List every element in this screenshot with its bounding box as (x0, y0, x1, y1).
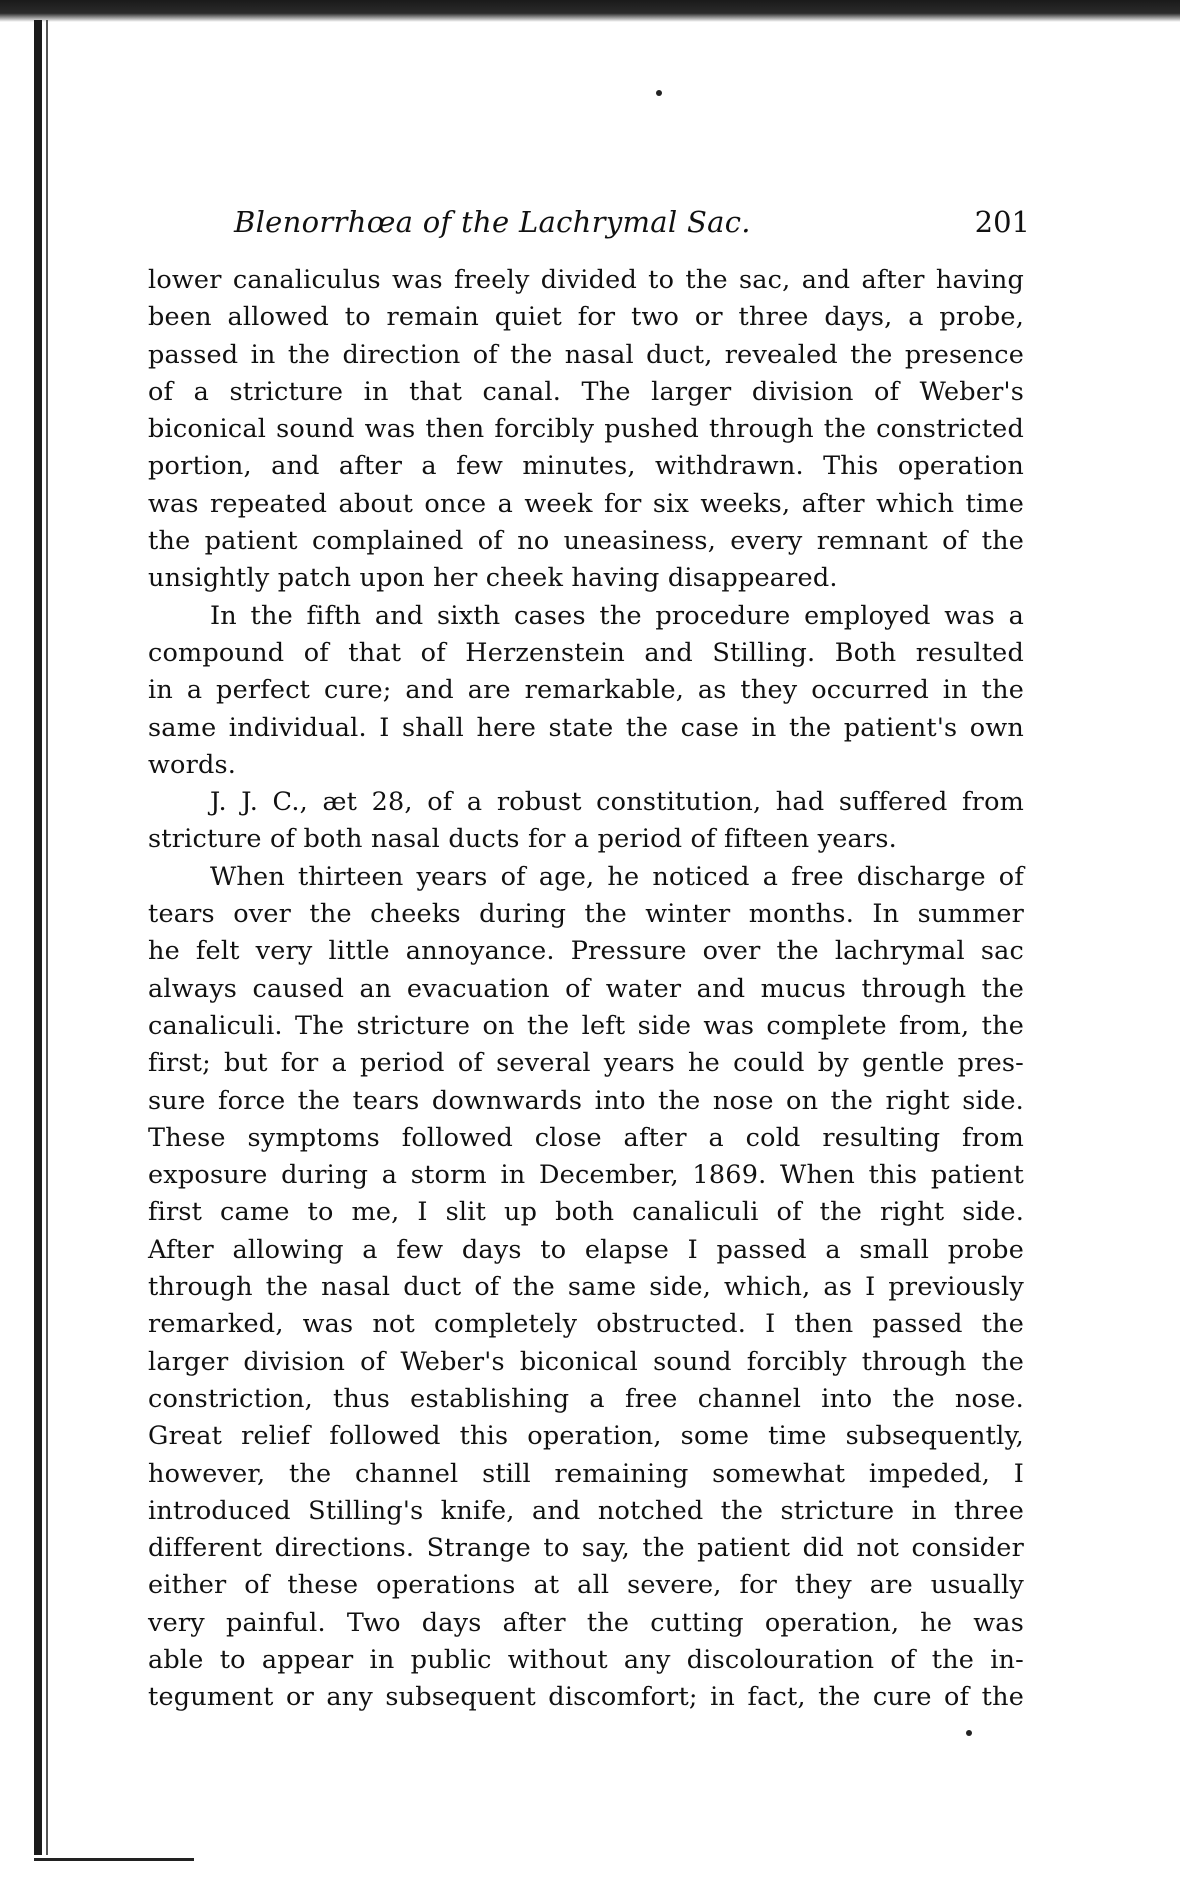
text-line: able to appear in public without any discolouration of the in- (148, 1644, 1024, 1675)
text-line: Great relief followed this operation, some time subsequently, (148, 1421, 1024, 1452)
text-line: always caused an evacuation of water and mucus through the (148, 973, 1024, 1004)
text-line: exposure during a storm in December, 1869. When this patient (148, 1160, 1024, 1191)
text-line: After allowing a few days to elapse I passed a small probe (148, 1234, 1024, 1265)
running-title: Blenorrhœa of the Lachrymal Sac. (234, 205, 751, 239)
text-line: sure force the tears downwards into the nose on the right side. (148, 1085, 1024, 1116)
text-line: unsightly patch upon her cheek having disappeared. (148, 563, 838, 594)
text-line: tears over the cheeks during the winter months. In summer (148, 899, 1024, 930)
text-line: In the fifth and sixth cases the procedure employed was a (210, 600, 1024, 631)
text-line: tegument or any subsequent discomfort; in fact, the cure of the (148, 1682, 1024, 1713)
text-line: These symptoms followed close after a cold resulting from (148, 1122, 1024, 1153)
text-line: different directions. Strange to say, the patient did not consider (148, 1533, 1024, 1564)
text-line: J. J. C., æt 28, of a robust constitution, had suffered from (210, 787, 1024, 818)
text-line: portion, and after a few minutes, withdrawn. This operation (148, 451, 1024, 482)
text-line: biconical sound was then forcibly pushed through the constricted (148, 414, 1024, 445)
text-line: same individual. I shall here state the case in the patient's own (148, 712, 1024, 743)
text-line: of a stricture in that canal. The larger division of Weber's (148, 376, 1024, 407)
text-line: compound of that of Herzenstein and Stilling. Both resulted (148, 637, 1024, 668)
text-line: very painful. Two days after the cutting operation, he was (148, 1607, 1024, 1638)
text-line: either of these operations at all severe, for they are usually (148, 1570, 1024, 1601)
text-line: through the nasal duct of the same side, which, as I previously (148, 1272, 1024, 1303)
text-line: the patient complained of no uneasiness, every remnant of the (148, 526, 1024, 557)
text-line: been allowed to remain quiet for two or three days, a probe, (148, 302, 1024, 333)
text-line: he felt very little annoyance. Pressure over the lachrymal sac (148, 936, 1024, 967)
text-line: remarked, was not completely obstructed. I then passed the (148, 1309, 1024, 1340)
scan-left-edge (34, 20, 42, 1855)
text-line: lower canaliculus was freely divided to the sac, and after having (148, 265, 1024, 295)
text-line: introduced Stilling's knife, and notched the stricture in three (148, 1495, 1024, 1526)
text-line: constriction, thus establishing a free channel into the nose. (148, 1383, 1024, 1414)
page-number: 201 (974, 205, 1030, 239)
text-line: larger division of Weber's biconical sound forcibly through the (148, 1346, 1024, 1377)
scan-top-edge (0, 0, 1180, 22)
text-line: was repeated about once a week for six weeks, after which time (148, 488, 1024, 519)
text-line: canaliculi. The stricture on the left side was complete from, the (148, 1010, 1024, 1041)
text-line: in a perfect cure; and are remarkable, as they occurred in the (148, 675, 1024, 706)
text-line: words. (148, 749, 237, 780)
scan-left-edge-thin (46, 20, 48, 1855)
running-header (150, 205, 1030, 245)
text-line: When thirteen years of age, he noticed a free discharge of (210, 861, 1024, 892)
text-line: first; but for a period of several years he could by gentle pres- (148, 1048, 1024, 1079)
scan-speck (966, 1730, 972, 1736)
scan-speck (656, 90, 662, 96)
text-line: stricture of both nasal ducts for a period of fifteen years. (148, 824, 897, 855)
text-line: however, the channel still remaining somewhat impeded, I (148, 1458, 1024, 1489)
body-text (148, 262, 1024, 1717)
text-line: first came to me, I slit up both canaliculi of the right side. (148, 1197, 1024, 1228)
text-line: passed in the direction of the nasal duct, revealed the presence (148, 339, 1024, 370)
scan-bottom-edge (34, 1858, 194, 1861)
